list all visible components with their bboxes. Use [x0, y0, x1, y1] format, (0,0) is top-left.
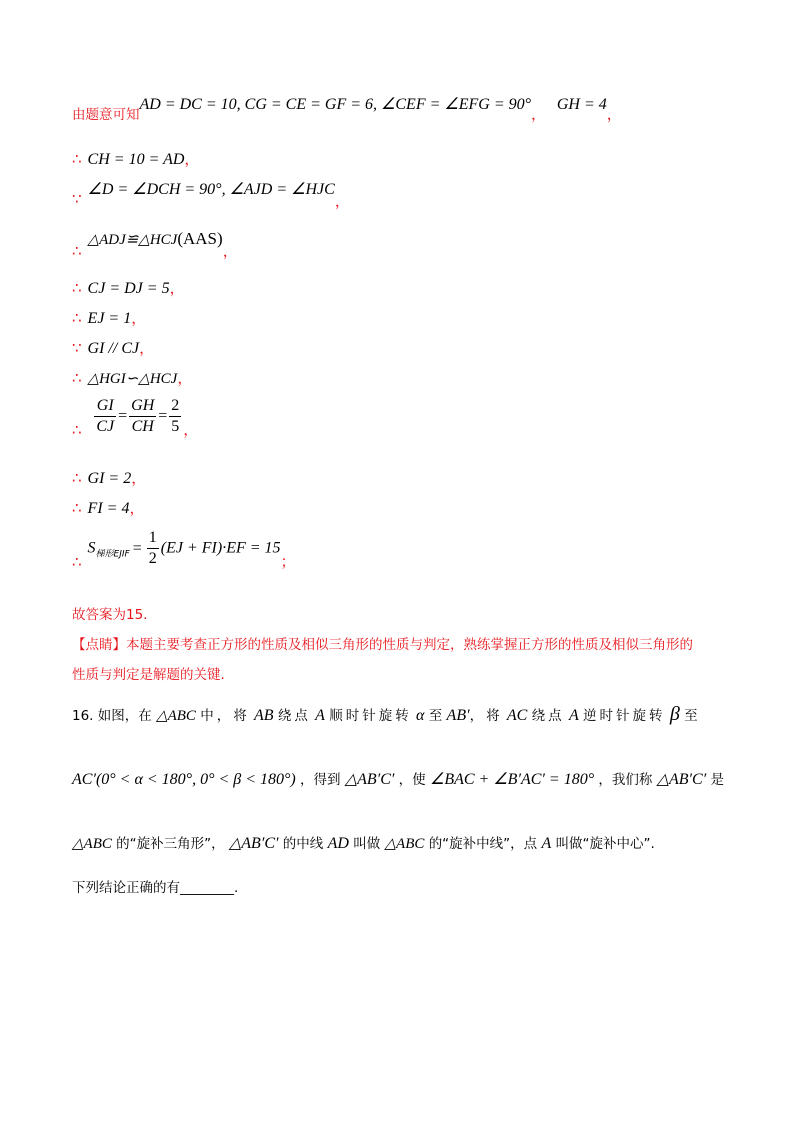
solution-line-3 [72, 178, 350, 212]
fraction-two-fifths: $\frac{2}{5}$ [171, 397, 180, 435]
comma: ， [606, 105, 622, 123]
aas-reason: (AAS) [177, 229, 223, 248]
gi-parallel-cj: GI // CJ [87, 340, 140, 357]
comma: ， [131, 309, 147, 327]
gh-value: GH = 4 [556, 96, 607, 113]
comma: ， [131, 469, 147, 487]
solution-line-2 [72, 148, 199, 169]
solution-line-4 [72, 228, 238, 262]
area-expression: (EJ + FI)·EF = 15 [160, 539, 281, 557]
similar-triangles: △HGI∽△HCJ [87, 371, 178, 387]
therefore-symbol: ∴ [72, 469, 82, 487]
solution-line-9: ∴ $\frac{GI}{CJ}$ = $\frac{GH}{CH}$ = $\frac{2}{5}$ ， [72, 397, 199, 439]
gi-value: GI = 2 [87, 470, 132, 487]
angle-equalities: ∠D = ∠DCH = 90°, ∠AJD = ∠HJC [87, 181, 335, 198]
solution-line-5 [72, 277, 185, 298]
fraction-gi-cj: $\frac{GI}{CJ}$ [96, 397, 115, 435]
therefore-symbol: ∴ [72, 279, 82, 297]
problem-16-line-1: 16. 如图，在 △ABC 中，将 AB 绕点 A 顺时针旋转 α 至 AB′，将 AC 绕点 A 逆时针旋转 β 至 [72, 703, 698, 725]
solution-line-6 [72, 307, 146, 328]
comma: ， [177, 369, 193, 387]
comma: ， [222, 242, 238, 260]
therefore-symbol: ∴ [72, 369, 82, 387]
solution-line-7 [72, 337, 154, 358]
intro-text: 由题意可知 [72, 107, 140, 123]
answer-line: 故答案为15. [72, 607, 148, 623]
congruent-triangles: △ADJ≌△HCJ [87, 232, 178, 248]
comma: ， [139, 339, 155, 357]
because-symbol: ∵ [72, 339, 82, 357]
fraction-gh-ch: $\frac{GH}{CH}$ [131, 397, 155, 435]
area-subscript: 梯形EJIF [95, 549, 130, 560]
comma: ， [169, 279, 185, 297]
problem-16-line-4: 下列结论正确的有________. [72, 880, 239, 896]
given-conditions: AD = DC = 10, CG = CE = GF = 6, ∠CEF = ∠EFG = 90° [139, 96, 532, 113]
area-symbol: S [87, 539, 96, 557]
ch-equals-ad: CH = 10 = AD [87, 151, 185, 168]
note-tag: 【点睛】 [72, 637, 126, 653]
note-text-1: 本题主要考查正方形的性质及相似三角形的性质与判定，熟练掌握正方形的性质及相似三角形的 [126, 637, 693, 653]
semicolon: ； [280, 552, 296, 571]
because-symbol: ∵ [72, 190, 82, 208]
cj-equals-dj: CJ = DJ = 5 [87, 280, 170, 297]
comma: ， [183, 420, 199, 439]
therefore-symbol: ∴ [72, 552, 82, 571]
problem-16-line-3: △ABC 的“旋补三角形”， △AB′C′ 的中线 AD 叫做 △ABC 的“旋补中线”，点 A 叫做“旋补中心”. [72, 835, 655, 852]
therefore-symbol: ∴ [72, 242, 82, 260]
fraction-one-half: $\frac{1}{2}$ [148, 529, 157, 567]
therefore-symbol: ∴ [72, 309, 82, 327]
ej-value: EJ = 1 [87, 310, 132, 327]
therefore-symbol: ∴ [72, 150, 82, 168]
comma: ， [334, 192, 350, 210]
fi-value: FI = 4 [87, 500, 130, 517]
therefore-symbol: ∴ [72, 420, 82, 439]
solution-line-1 [72, 93, 622, 127]
solution-line-8 [72, 367, 192, 388]
comma: ， [184, 150, 200, 168]
note-line-2: 性质与判定是解题的关键. [72, 667, 225, 683]
solution-line-12: $\therefore S_{梯形EJIF}$ = $\frac{1}{2}$ (EJ + FI)·EF = 15； [72, 529, 296, 571]
note-line-1 [72, 633, 693, 653]
comma: ， [129, 499, 145, 517]
solution-line-11 [72, 497, 144, 518]
therefore-symbol: ∴ [72, 499, 82, 517]
problem-16-line-2: AC′(0° < α < 180°, 0° < β < 180°) ，得到 △AB′C′ ，使 ∠BAC + ∠B′AC′ = 180° ，我们称 △AB′C′ 是 [72, 771, 725, 788]
solution-line-10 [72, 467, 146, 488]
comma: ， [531, 105, 547, 123]
